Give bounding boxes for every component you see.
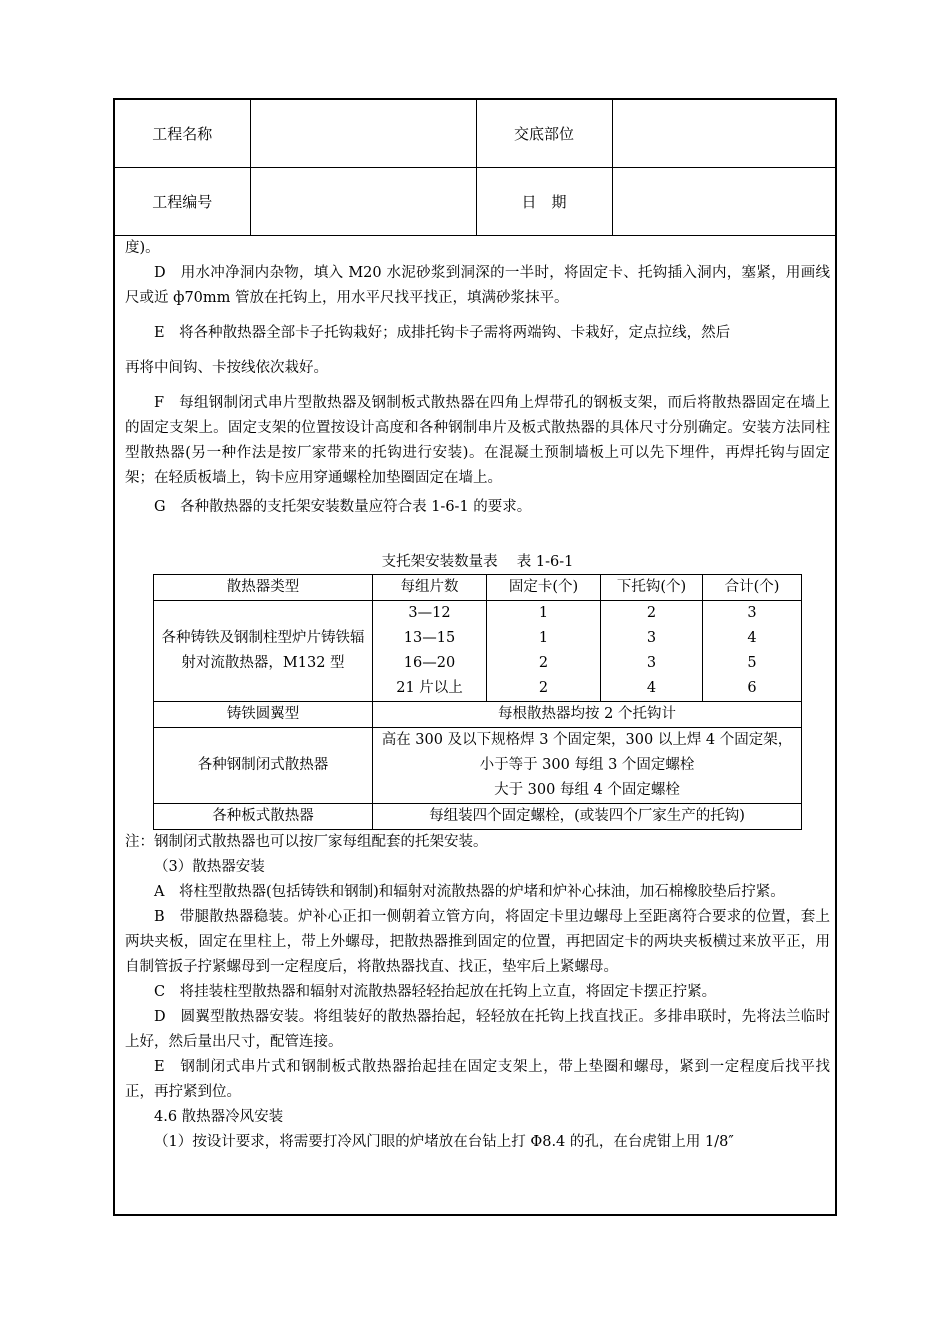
paragraph-e: E 将各种散热器全部卡子托钩栽好；成排托钩卡子需将两端钩、卡栽好，定点拉线，然后: [154, 325, 731, 341]
location-value: [612, 100, 835, 168]
table-cell: 3: [646, 630, 657, 646]
radiator-type-cell: 各种钢制闭式散热器: [154, 728, 373, 804]
table-cell: 6: [747, 680, 757, 696]
table-cell: 3—12: [408, 605, 451, 621]
paragraph-a: A 将柱型散热器(包括铸铁和钢制)和辐射对流散热器的炉堵和炉补心抹油，加石棉橡胶垫后拧紧。: [154, 884, 785, 900]
table-caption: 支托架安装数量表 表 1-6-1: [381, 554, 574, 570]
paragraph-c: C 将挂装柱型散热器和辐射对流散热器轻轻抬起放在托钩上立直，将固定卡摆正拧紧。: [154, 984, 717, 1000]
radiator-type-cell: 铸铁圆翼型: [154, 702, 373, 728]
table-row: [154, 601, 802, 702]
table-row: [154, 728, 802, 804]
column-header: 固定卡(个): [487, 575, 601, 601]
lower-hooks: [601, 601, 703, 702]
paragraph-4-6-1: （1）按设计要求，将需要打冷风门眼的炉堵放在台钻上打 Φ8.4 的孔，在台虎钳上用 1/8″: [154, 1134, 734, 1150]
paragraph-f: F 每组钢制闭式串片型散热器及钢制板式散热器在四角上焊带孔的钢板支架，而后将散热器固定在墙上的固定支架上。固定支架的位置按设计高度和各种钢制串片及板式散热器的具体尺寸分别确定。安装方法同柱型散热器(另一种作法是按厂家带来的托钩进行安装)。在混凝土预制墙板上可以先下埋件，再焊托钩与固定架；在轻质板墙上，钩卡应用穿通螺栓加垫圈固定在墙上。: [125, 395, 830, 486]
column-header: 合计(个): [703, 575, 802, 601]
table-cell: 5: [747, 655, 757, 671]
bracket-count-table: [153, 574, 802, 830]
table-cell: [373, 728, 802, 804]
paragraph-g: G 各种散热器的支托架安装数量应符合表 1-6-1 的要求。: [154, 499, 532, 515]
table-cell: 每根散热器均按 2 个托钩计: [373, 702, 802, 728]
project-name-label: 工程名称: [115, 100, 250, 168]
paragraph-d: D 用水冲净洞内杂物，填入 M20 水泥砂浆到洞深的一半时，将固定卡、托钩插入洞内，塞紧，用画线尺或近 ф70mm 管放在托钩上，用水平尺找平找正，填满砂浆抹平。: [125, 265, 830, 306]
radiator-type-cell: 各种铸铁及钢制柱型炉片铸铁辐射对流散热器，M132 型: [154, 601, 373, 702]
pieces-per-group: [373, 601, 487, 702]
project-number-value: [250, 168, 476, 236]
total: [703, 601, 802, 702]
paragraph-e2: E 钢制闭式串片式和钢制板式散热器抬起挂在固定支架上，带上垫圈和螺母，紧到一定程度后找平找正，再拧紧到位。: [125, 1059, 830, 1100]
table-cell: 4: [646, 680, 657, 696]
header-table: [115, 100, 835, 236]
table-cell: 每组装四个固定螺栓，(或装四个厂家生产的托钩): [373, 804, 802, 830]
table-row: [154, 702, 802, 728]
fixing-clips: [487, 601, 601, 702]
paragraph: 度)。: [125, 240, 160, 256]
column-header: 每组片数: [373, 575, 487, 601]
paragraph-e-cont: 再将中间钩、卡按线依次栽好。: [125, 360, 328, 376]
table-cell: 2: [538, 680, 549, 696]
table-cell: 13—15: [403, 630, 456, 646]
date-label: 日 期: [476, 168, 612, 236]
project-number-label: 工程编号: [115, 168, 250, 236]
table-cell: 3: [747, 605, 757, 621]
column-header: 下托钩(个): [601, 575, 703, 601]
table-cell: 2: [538, 655, 549, 671]
table-cell: 1: [538, 605, 549, 621]
table-cell: 2: [646, 605, 657, 621]
project-name-value: [250, 100, 476, 168]
document-body: [125, 236, 830, 1155]
paragraph-b: B 带腿散热器稳装。炉补心正扣一侧朝着立管方向，将固定卡里边螺母上至距离符合要求的位置，套上两块夹板，固定在里柱上，带上外螺母，把散热器推到固定的位置，再把固定卡的两块夹板横过来放平正，用自制管扳子拧紧螺母到一定程度后，将散热器找直、找正，垫牢后上紧螺母。: [125, 909, 830, 975]
table-cell: 4: [747, 630, 757, 646]
cell-line: 高在 300 及以下规格焊 3 个固定架，300 以上焊 4 个固定架，小于等于 300 每组 3 个固定螺栓: [381, 732, 793, 773]
section-heading: （3）散热器安装: [154, 859, 265, 875]
paragraph-d2: D 圆翼型散热器安装。将组装好的散热器抬起，轻轻放在托钩上找直找正。多排串联时，先将法兰临时上好，然后量出尺寸，配管连接。: [125, 1009, 830, 1050]
table-header-row: [154, 575, 802, 601]
radiator-type-cell: 各种板式散热器: [154, 804, 373, 830]
document-frame: [113, 98, 837, 1216]
table-cell: 3: [646, 655, 657, 671]
cell-line: 大于 300 每组 4 个固定螺栓: [494, 782, 680, 798]
table-cell: 16—20: [403, 655, 456, 671]
column-header: 散热器类型: [154, 575, 373, 601]
location-label: 交底部位: [476, 100, 612, 168]
table-note: 注：钢制闭式散热器也可以按厂家每组配套的托架安装。: [125, 834, 488, 850]
table-cell: 21 片以上: [396, 680, 463, 696]
table-row: [154, 804, 802, 830]
section-heading-4-6: 4.6 散热器冷风安装: [154, 1109, 284, 1125]
table-cell: 1: [538, 630, 549, 646]
date-value: [612, 168, 835, 236]
